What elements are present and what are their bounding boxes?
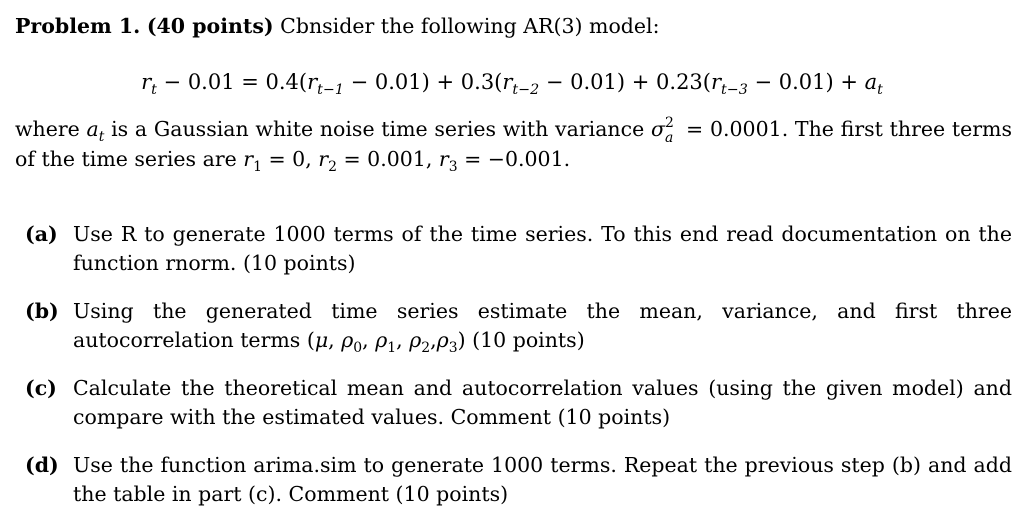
part-b	[25, 297, 1012, 355]
desc-var: r	[438, 147, 449, 171]
problem-points: (40 points)	[146, 14, 274, 38]
problem-heading	[15, 14, 660, 38]
problem-number: Problem 1.	[15, 14, 141, 38]
desc-var: r	[318, 147, 329, 171]
sigma-sub: a	[664, 130, 674, 147]
desc-text: is a Gaussian white noise time series with variance	[104, 117, 651, 141]
desc-text: = 0.0001. The first three terms of the time series are	[15, 117, 1012, 171]
separator: ,	[430, 328, 437, 352]
part-text	[73, 297, 1012, 355]
part-a	[25, 220, 1012, 278]
eq-text: − 0.01) + 0.3(	[343, 70, 503, 94]
eq-sub: t−3	[721, 81, 748, 98]
rho-sub: 3	[448, 339, 458, 356]
part-d	[25, 451, 1012, 509]
rho-sub: 1	[387, 339, 397, 356]
desc-sub: 1	[253, 158, 262, 175]
rho-sub: 2	[421, 339, 431, 356]
part-b-text: ) (10 points)	[457, 328, 585, 352]
separator: ,	[362, 328, 376, 352]
eq-text: − 0.01 = 0.4(	[156, 70, 308, 94]
eq-var: r	[141, 70, 152, 94]
eq-sub: t	[877, 81, 883, 98]
sigma-sup: 2	[664, 114, 674, 131]
desc-sub: t	[98, 128, 105, 145]
part-label: (a)	[25, 222, 58, 246]
rho-symbol: ρ	[436, 328, 449, 352]
rho-symbol: ρ	[375, 328, 388, 352]
part-label: (d)	[25, 453, 59, 477]
part-c	[25, 374, 1012, 432]
eq-var: r	[710, 70, 722, 94]
desc-text: = 0,	[261, 147, 319, 171]
rho-symbol: ρ	[341, 328, 354, 352]
eq-var: r	[307, 70, 318, 94]
rho-symbol: ρ	[409, 328, 422, 352]
part-b-text: Using the generated time series estimate the mean, variance, and first three autocorrelation terms (	[73, 299, 1012, 352]
eq-sub: t	[151, 81, 157, 98]
eq-text: − 0.01) + 0.23(	[539, 70, 711, 94]
desc-text: = −0.001.	[457, 147, 571, 171]
eq-text: − 0.01) +	[747, 70, 865, 94]
desc-sub: 3	[448, 158, 458, 175]
desc-var: r	[243, 147, 254, 171]
part-text: Use R to generate 1000 terms of the time series. To this end read documentation on the function rnorm. (10 points)	[73, 222, 1012, 275]
eq-sub: t−1	[317, 81, 344, 98]
part-label: (c)	[25, 376, 57, 400]
desc-sub: 2	[328, 158, 337, 175]
desc-var: a	[86, 117, 99, 141]
desc-text: where	[15, 117, 87, 141]
part-label: (b)	[25, 299, 59, 323]
model-description	[15, 114, 1012, 174]
problem-intro: Cbnsider the following AR(3) model:	[280, 14, 660, 38]
part-text: Use the function arima.sim to generate 1000 terms. Repeat the previous step (b) and add the table in part (c). Comment (10 points)	[73, 453, 1012, 506]
part-text: Calculate the theoretical mean and autocorrelation values (using the given model) and compare with the estimated values. Comment (10 points)	[73, 376, 1012, 429]
separator: ,	[396, 328, 410, 352]
sigma-symbol: σ	[650, 117, 665, 141]
eq-sub: t−2	[512, 81, 540, 98]
desc-text: = 0.001,	[336, 147, 439, 171]
eq-var: r	[502, 70, 513, 94]
eq-var: a	[864, 70, 878, 94]
mu-symbol: μ	[314, 328, 329, 352]
separator: ,	[328, 328, 342, 352]
rho-sub: 0	[353, 339, 363, 356]
ar3-equation	[0, 70, 1024, 98]
